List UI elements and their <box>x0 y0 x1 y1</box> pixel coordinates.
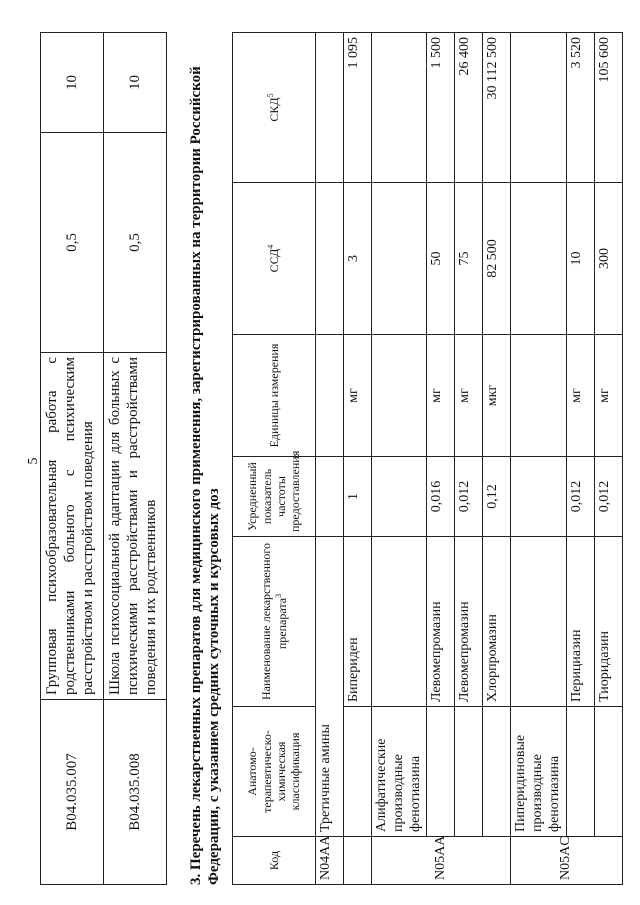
drug-code: N05AC <box>511 837 622 885</box>
header-ssd-label: ССД <box>267 248 282 273</box>
drug-frequency: 0,012 <box>594 457 622 537</box>
drug-skd: 105 600 <box>594 33 622 183</box>
drug-frequency <box>316 457 344 537</box>
drug-code: N04AA <box>316 837 344 885</box>
drug-unit <box>511 335 566 457</box>
drug-frequency <box>372 457 427 537</box>
drug-skd <box>372 33 427 183</box>
drug-skd: 1 095 <box>344 33 372 183</box>
drug-unit <box>372 335 427 457</box>
drug-name: Тиоридазин <box>594 537 622 707</box>
service-name: Школа психосоциальной адаптации для больных с психическими расстройствами и расстройствами поведения и их родственников <box>104 353 167 700</box>
drug-ssd: 50 <box>427 183 455 335</box>
rotated-content <box>26 15 640 885</box>
drug-unit: мг <box>427 335 455 457</box>
table-row <box>566 33 594 885</box>
drug-unit: мг <box>455 335 483 457</box>
section-title: Перечень лекарственных препаратов для медицинского применения, зарегистрированных на территории Российской Федерации, с указанием средних суточных и курсовых доз <box>188 66 222 885</box>
drug-skd <box>316 33 344 183</box>
drug-frequency: 0,016 <box>427 457 455 537</box>
drug-frequency: 1 <box>344 457 372 537</box>
drug-atc <box>483 707 511 837</box>
drug-ssd: 82 500 <box>483 183 511 335</box>
service-frequency: 0,5 <box>104 133 167 353</box>
section-number: 3. <box>188 873 204 885</box>
table-row <box>511 33 566 885</box>
drug-unit <box>316 335 344 457</box>
drug-unit: мг <box>344 335 372 457</box>
header-ssd <box>233 183 316 335</box>
header-name <box>233 537 316 707</box>
service-code: B04.035.008 <box>104 700 167 885</box>
drug-code <box>344 837 372 885</box>
service-frequency: 0,5 <box>41 133 104 353</box>
table-row <box>427 33 455 885</box>
table-row <box>594 33 622 885</box>
header-unit: Единицы измерения <box>233 335 316 457</box>
page-number: 5 <box>26 457 41 465</box>
drug-skd: 30 112 500 <box>483 33 511 183</box>
drug-frequency: 0,012 <box>455 457 483 537</box>
drug-atc <box>594 707 622 837</box>
drug-frequency: 0,12 <box>483 457 511 537</box>
drug-name: Хлорпромазин <box>483 537 511 707</box>
services-table <box>40 32 167 885</box>
header-frequency: Усредненный показатель частоты предоставления <box>233 457 316 537</box>
drug-skd: 3 520 <box>566 33 594 183</box>
drug-atc: Алифатические производные фенотиазина <box>372 707 427 837</box>
drug-name: Левомепромазин <box>427 537 455 707</box>
header-code: Код <box>233 837 316 885</box>
service-multiplicity: 10 <box>104 33 167 133</box>
header-name-label: Наименование лекарственного препарата <box>259 543 289 701</box>
drug-ssd <box>372 183 427 335</box>
drug-ssd <box>316 183 344 335</box>
header-atc: Анатомо-терапевтическо-химическая классификация <box>233 707 316 837</box>
drug-ssd <box>511 183 566 335</box>
drug-skd <box>511 33 566 183</box>
drug-name: Левомепромазин <box>455 537 483 707</box>
table-row <box>104 33 167 885</box>
drug-atc <box>566 707 594 837</box>
section-heading <box>188 33 223 885</box>
drug-ssd: 3 <box>344 183 372 335</box>
table-row <box>455 33 483 885</box>
drug-ssd: 300 <box>594 183 622 335</box>
drug-table <box>232 32 623 885</box>
drug-name: Перициазин <box>566 537 594 707</box>
drug-atc <box>455 707 483 837</box>
drug-skd: 26 400 <box>455 33 483 183</box>
footnote-ref: 4 <box>266 244 276 249</box>
drug-code: N05AA <box>372 837 511 885</box>
drug-atc: Третичные амины <box>316 537 344 837</box>
drug-ssd: 75 <box>455 183 483 335</box>
table-row <box>41 33 104 885</box>
footnote-ref: 3 <box>273 593 283 598</box>
drug-skd: 1 500 <box>427 33 455 183</box>
drug-name: Бипериден <box>344 537 372 707</box>
table-row <box>316 33 344 885</box>
header-skd-label: СКД <box>267 97 282 122</box>
table-header-row <box>233 33 316 885</box>
drug-unit: мг <box>566 335 594 457</box>
drug-atc <box>427 707 455 837</box>
drug-unit: мкг <box>483 335 511 457</box>
drug-atc <box>344 707 372 837</box>
drug-name <box>372 537 427 707</box>
footnote-ref: 5 <box>266 93 276 98</box>
table-row <box>344 33 372 885</box>
service-multiplicity: 10 <box>41 33 104 133</box>
drug-unit: мг <box>594 335 622 457</box>
drug-ssd: 10 <box>566 183 594 335</box>
drug-atc: Пиперидиновые производные фенотиазина <box>511 707 566 837</box>
table-row <box>372 33 427 885</box>
table-row <box>483 33 511 885</box>
header-skd <box>233 33 316 183</box>
drug-frequency: 0,012 <box>566 457 594 537</box>
drug-frequency <box>511 457 566 537</box>
service-code: B04.035.007 <box>41 700 104 885</box>
service-name: Групповая психообразовательная работа с родственниками больного с психическим расстройством и расстройством поведения <box>41 353 104 700</box>
drug-name <box>511 537 566 707</box>
